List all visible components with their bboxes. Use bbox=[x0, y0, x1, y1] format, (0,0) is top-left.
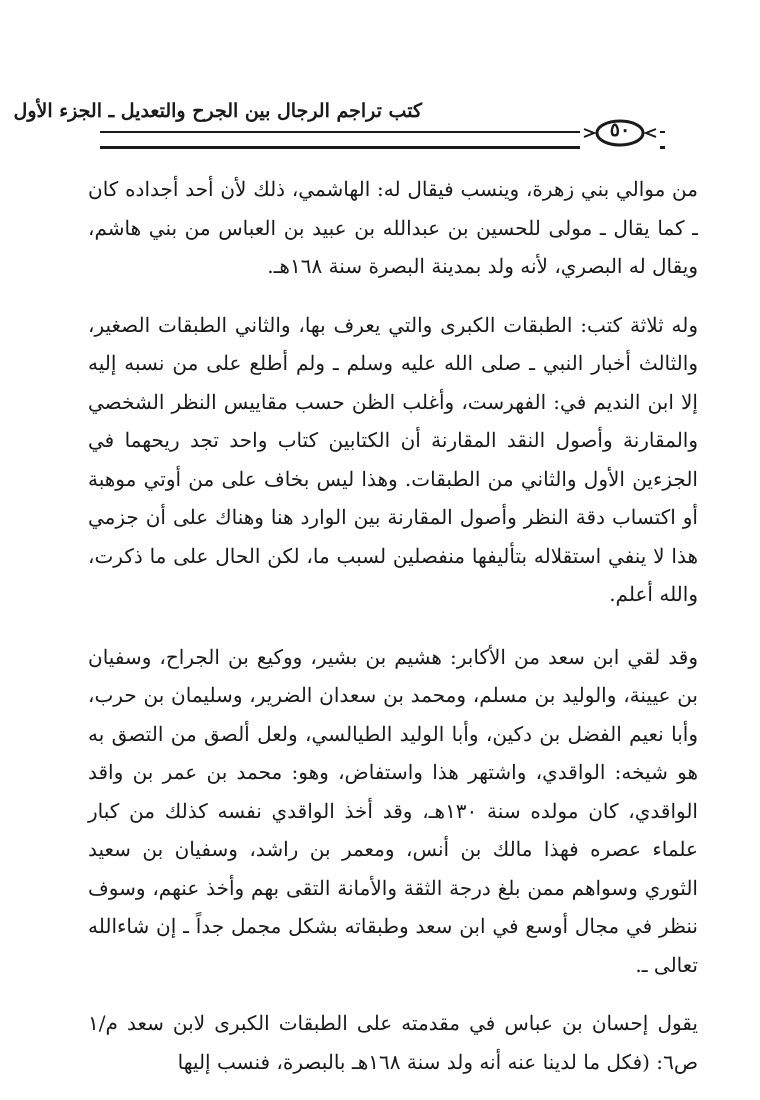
paragraph-1: من موالي بني زهرة، وينسب فيقال له: الهاشمي، ذلك لأن أحد أجداده كان ـ كما يقال ـ مولى للحسين بن عبدالله بن عبيد بن العباس من بني هاشم، ويقال له البصري، لأنه ولد بمدينة البصرة سنة ١٦٨هـ. bbox=[88, 177, 698, 278]
paragraph-3: وقد لقي ابن سعد من الأكابر: هشيم بن بشير، ووكيع بن الجراح، وسفيان بن عيينة، والوليد بن مسلم، ومحمد بن سعدان الضرير، وسليمان بن حرب، وأبا نعيم الفضل بن دكين، وأبا الوليد الطيالسي، ولعل ألصق من التصق به هو شيخه: الواقدي، واشتهر هذا واستفاض، وهو: محمد بن عمر بن واقد الواقدي، كان مولده سنة ١٣٠هـ، وقد أخذ الواقدي نفسه كذلك من كبار علماء عصره فهذا مالك بن أنس، ومعمر بن راشد، وسفيان بن سعيد الثوري وسواهم ممن بلغ درجة الثقة والأمانة التقى بهم وأخذ عنهم، وسوف ننظر في مجال أوسع في ابن سعد وطبقاته بشكل مجمل جداً ـ إن شاءالله تعالى ـ. bbox=[88, 644, 698, 977]
page-number: ٥٠ bbox=[609, 119, 631, 141]
paragraph-2: وله ثلاثة كتب: الطبقات الكبرى والتي يعرف بها، والثاني الطبقات الصغير، والثالث أخبار النبي ـ صلى الله عليه وسلم ـ ولم أطلع على من نسبه إليه إلا ابن النديم في: الفهرست، وأغلب الظن حسب مقاييس النظر الشخصي والمقارنة وأصول النقد المقارنة أن الكتابين كتاب واحد تجد ريحهما في الجزءين الأول والثاني من الطبقات. وهذا ليس بخاف على من أوتي موهبة أو اكتساب دقة النظر وأصول المقارنة بين الوارد هنا وهناك على أن جزمي هذا لا ينفي استقلاله بتأليفها منفصلين لسبب ما، لكن الحال على ما ذكرت، والله أعلم. bbox=[88, 312, 698, 606]
body-text bbox=[88, 170, 698, 1081]
paragraph-4: يقول إحسان بن عباس في مقدمته على الطبقات الكبرى لابن سعد م/١ ص٦: (فكل ما لدينا عنه أنه ولد سنة ١٦٨هـ بالبصرة، فنسب إليها bbox=[88, 1011, 698, 1074]
running-title: كتب تراجم الرجال بين الجرح والتعديل ـ الجزء الأول bbox=[13, 100, 422, 122]
